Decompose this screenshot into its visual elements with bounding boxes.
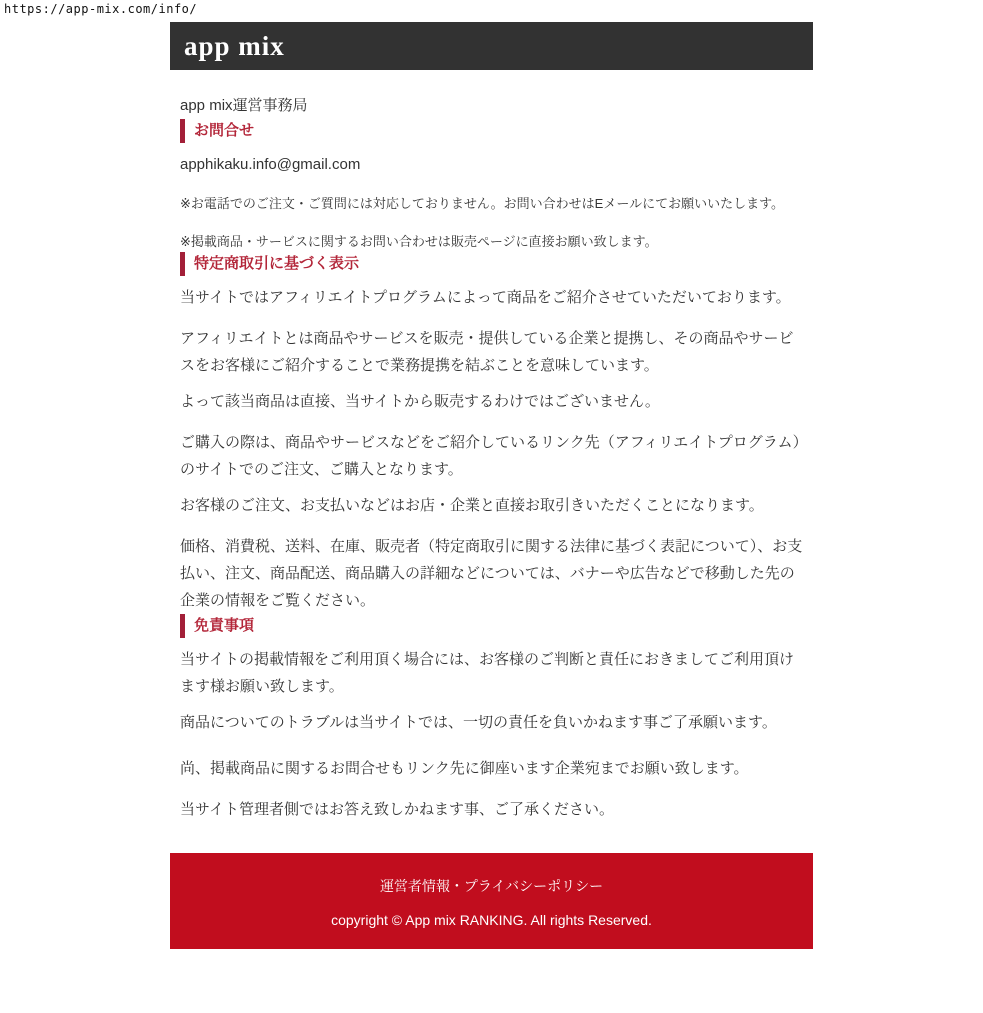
tokutei-paragraph: 当サイトではアフィリエイトプログラムによって商品をご紹介させていただいております。 — [180, 289, 791, 306]
main-content — [170, 92, 813, 823]
contact-note-phone: ※お電話でのご注文・ご質問には対応しておりません。お問い合わせはEメールにてお願いいたします。 — [180, 196, 785, 211]
disclaimer-paragraph: 当サイトの掲載情報をご利用頂く場合には、お客様のご判断と責任におきましてご利用頂けます様お願い致します。 — [180, 651, 794, 695]
contact-heading: お問合せ — [180, 119, 803, 143]
tokutei-paragraph: お客様のご注文、お支払いなどはお店・企業と直接お取引きいただくことになります。 — [180, 497, 764, 514]
site-header — [170, 22, 813, 70]
disclaimer-paragraph: 尚、掲載商品に関するお問合せもリンク先に御座います企業宛までお願い致します。 — [180, 760, 749, 777]
disclaimer-paragraph: 当サイト管理者側ではお答え致しかねます事、ご了承ください。 — [180, 801, 614, 818]
tokutei-paragraph: 価格、消費税、送料、在庫、販売者（特定商取引に関する法律に基づく表記について）、お支払い、注文、商品配送、商品購入の詳細などについては、バナーや広告などで移動した先の企業の情報をご覧ください。 — [180, 538, 803, 609]
tokutei-paragraph: よって該当商品は直接、当サイトから販売するわけではございません。 — [180, 393, 660, 410]
section-contact — [180, 119, 803, 252]
contact-email: apphikaku.info@gmail.com — [180, 156, 361, 173]
page-url: https://app-mix.com/info/ — [4, 2, 198, 16]
footer-privacy-policy-link[interactable]: 運営者情報・プライバシーポリシー — [379, 878, 604, 894]
footer-copyright: copyright © App mix RANKING. All rights Reserved. — [331, 912, 652, 928]
page-container — [170, 22, 813, 949]
contact-note-products: ※掲載商品・サービスに関するお問い合わせは販売ページに直接お願い致します。 — [180, 234, 658, 249]
disclaimer-paragraph: 商品についてのトラブルは当サイトでは、一切の責任を負いかねます事ご了承願います。 — [180, 714, 777, 731]
section-tokutei-shotorihiki — [180, 252, 803, 614]
site-logo[interactable]: app mix — [184, 30, 285, 61]
tokutei-heading: 特定商取引に基づく表示 — [180, 252, 803, 276]
operator-name: app mix運営事務局 — [180, 97, 308, 114]
site-footer — [170, 853, 813, 949]
tokutei-paragraph: ご購入の際は、商品やサービスなどをご紹介しているリンク先（アフィリエイトプログラム）のサイトでのご注文、ご購入となります。 — [180, 434, 801, 478]
disclaimer-heading: 免責事項 — [180, 614, 803, 638]
section-disclaimer — [180, 614, 803, 823]
tokutei-paragraph: アフィリエイトとは商品やサービスを販売・提供している企業と提携し、その商品やサービスをお客様にご紹介することで業務提携を結ぶことを意味しています。 — [180, 330, 794, 374]
